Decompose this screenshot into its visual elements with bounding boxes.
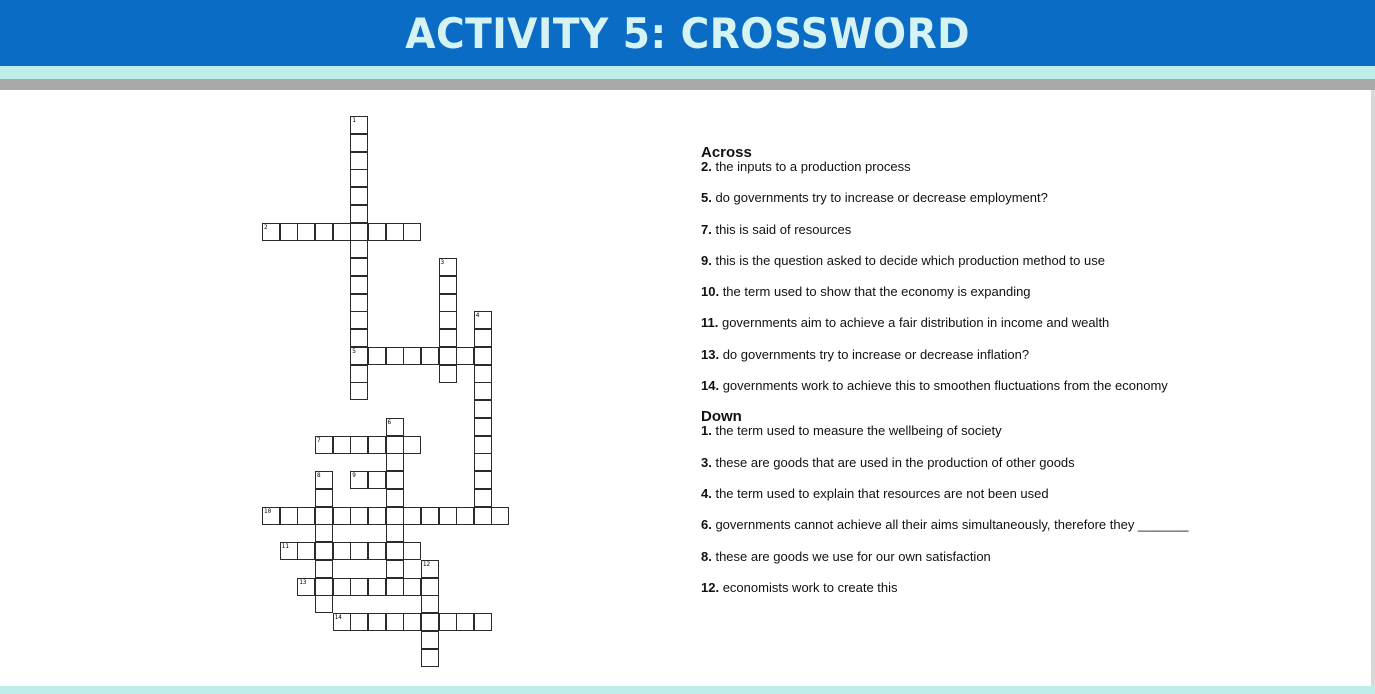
across-clue: [701, 379, 1341, 410]
crossword-cell[interactable]: [368, 578, 386, 596]
crossword-cell[interactable]: [297, 507, 315, 525]
crossword-cell[interactable]: [403, 347, 421, 365]
crossword-cell[interactable]: [439, 276, 457, 294]
crossword-cell[interactable]: [403, 578, 421, 596]
crossword-cell[interactable]: [386, 542, 404, 560]
crossword-cell[interactable]: [262, 507, 280, 525]
crossword-cell[interactable]: [439, 347, 457, 365]
across-section: [701, 146, 1341, 410]
crossword-cell[interactable]: [474, 471, 492, 489]
crossword-cell[interactable]: [421, 347, 439, 365]
crossword-cell[interactable]: [474, 311, 492, 329]
cell-number: 7: [316, 436, 321, 444]
crossword-cell[interactable]: [297, 578, 315, 596]
crossword-cell[interactable]: [350, 294, 368, 312]
crossword-cell[interactable]: [403, 613, 421, 631]
crossword-cell[interactable]: [386, 347, 404, 365]
crossword-cell[interactable]: [439, 613, 457, 631]
crossword-cell[interactable]: [439, 311, 457, 329]
crossword-cell[interactable]: [439, 329, 457, 347]
crossword-cell[interactable]: [350, 578, 368, 596]
crossword-cell[interactable]: [368, 507, 386, 525]
crossword-cell[interactable]: [315, 578, 333, 596]
cell-number: 2: [264, 223, 268, 231]
crossword-cell[interactable]: [421, 595, 439, 613]
down-clue: [701, 550, 1341, 581]
crossword-cell[interactable]: [386, 471, 404, 489]
clue-number: 2.: [701, 159, 712, 174]
crossword-cell[interactable]: [315, 223, 333, 241]
clue-number: 4.: [701, 485, 712, 501]
crossword-cell[interactable]: [421, 631, 439, 649]
crossword-cell[interactable]: [333, 613, 351, 631]
crossword-cell[interactable]: [439, 258, 457, 276]
crossword-cell[interactable]: [421, 560, 439, 578]
crossword-cell[interactable]: [368, 471, 386, 489]
crossword-cell[interactable]: [315, 524, 333, 542]
crossword-cell[interactable]: [280, 542, 298, 560]
across-clue: [701, 254, 1341, 285]
clue-text: governments work to achieve this to smoothen fluctuations from the economy: [719, 378, 1168, 394]
crossword-cell[interactable]: [333, 542, 351, 560]
crossword-cell[interactable]: [368, 223, 386, 241]
cell-number: 6: [387, 418, 392, 426]
clue-text: these are goods that are used in the production of other goods: [711, 454, 1075, 470]
crossword-cell[interactable]: [474, 453, 492, 471]
clue-text: this is the question asked to decide which production method to use: [711, 252, 1105, 268]
down-heading: Down: [701, 408, 742, 426]
clue-text: do governments try to increase or decrease employment?: [711, 190, 1048, 206]
across-clue: [701, 316, 1341, 347]
crossword-cell[interactable]: [474, 436, 492, 454]
cell-number: 13: [299, 578, 307, 586]
crossword-cell[interactable]: [333, 507, 351, 525]
crossword-cell[interactable]: [386, 524, 404, 542]
clue-list: [701, 146, 1341, 612]
crossword-cell[interactable]: [350, 187, 368, 205]
crossword-cell[interactable]: [386, 418, 404, 436]
cell-number: 1: [352, 117, 356, 124]
crossword-cell[interactable]: [262, 223, 280, 241]
crossword-cell[interactable]: [456, 347, 474, 365]
crossword-cell[interactable]: [386, 489, 404, 507]
crossword-cell[interactable]: [474, 489, 492, 507]
crossword-cell[interactable]: [315, 560, 333, 578]
crossword-cell[interactable]: [350, 507, 368, 525]
down-clue: [701, 487, 1341, 518]
crossword-cell[interactable]: [333, 578, 351, 596]
page-title: ACTIVITY 5: CROSSWORD: [405, 8, 970, 58]
crossword-cell[interactable]: [297, 542, 315, 560]
cell-number: 3: [440, 259, 445, 266]
crossword-cell[interactable]: [333, 223, 351, 241]
crossword-cell[interactable]: [350, 347, 368, 365]
crossword-cell[interactable]: [368, 436, 386, 454]
crossword-cell[interactable]: [421, 507, 439, 525]
clue-number: 11.: [701, 315, 719, 331]
crossword-cell[interactable]: [315, 595, 333, 613]
crossword-cell[interactable]: [350, 311, 368, 329]
clue-number: 5.: [701, 190, 712, 206]
crossword-cell[interactable]: [386, 578, 404, 596]
crossword-cell[interactable]: [386, 560, 404, 578]
across-clue: [701, 191, 1341, 222]
crossword-cell[interactable]: [474, 329, 492, 347]
across-clue: [701, 223, 1341, 254]
cell-number: 4: [475, 312, 480, 320]
cell-number: 14: [334, 614, 342, 621]
crossword-cell[interactable]: [386, 507, 404, 525]
clue-text: the term used to measure the wellbeing of society: [711, 423, 1002, 439]
crossword-cell[interactable]: [403, 542, 421, 560]
crossword-cell[interactable]: [350, 542, 368, 560]
crossword-cell[interactable]: [350, 134, 368, 152]
crossword-cell[interactable]: [386, 613, 404, 631]
across-clue: [701, 348, 1341, 379]
clue-text: governments cannot achieve all their aims simultaneously, therefore they _______: [711, 517, 1189, 533]
crossword-cell[interactable]: [280, 223, 298, 241]
crossword-cell[interactable]: [333, 436, 351, 454]
crossword-cell[interactable]: [386, 453, 404, 471]
crossword-cell[interactable]: [350, 365, 368, 383]
clue-number: 10.: [701, 284, 720, 300]
crossword-cell[interactable]: [368, 347, 386, 365]
crossword-cell[interactable]: [350, 276, 368, 294]
crossword-cell[interactable]: [315, 542, 333, 560]
crossword-cell[interactable]: [474, 347, 492, 365]
clue-number: 7.: [701, 221, 712, 237]
down-clue: [701, 581, 1341, 612]
across-clue: [701, 160, 1341, 191]
crossword-cell[interactable]: [439, 507, 457, 525]
crossword-cell[interactable]: [350, 223, 368, 241]
crossword-cell[interactable]: [350, 116, 368, 134]
crossword-cell[interactable]: [315, 507, 333, 525]
crossword-cell[interactable]: [350, 152, 368, 170]
crossword-cell[interactable]: [350, 436, 368, 454]
clue-text: this is said of resources: [711, 221, 852, 237]
crossword-cell[interactable]: [403, 223, 421, 241]
clue-number: 12.: [701, 579, 720, 595]
crossword-cell[interactable]: [403, 436, 421, 454]
clue-text: governments aim to achieve a fair distribution in income and wealth: [718, 315, 1110, 331]
clue-number: 13.: [701, 346, 720, 362]
crossword-cell[interactable]: [491, 507, 509, 525]
clue-number: 8.: [701, 548, 712, 564]
crossword-cell[interactable]: [386, 436, 404, 454]
clue-text: the inputs to a production process: [711, 159, 911, 174]
crossword-cell[interactable]: [315, 471, 333, 489]
cell-number: 12: [422, 560, 431, 568]
crossword-cell[interactable]: [280, 507, 298, 525]
crossword-cell[interactable]: [474, 400, 492, 418]
crossword-cell[interactable]: [474, 613, 492, 631]
crossword-cell[interactable]: [421, 649, 439, 667]
crossword-cell[interactable]: [350, 382, 368, 400]
clue-number: 6.: [701, 517, 712, 533]
clue-text: the term used to show that the economy is expanding: [719, 284, 1031, 300]
crossword-cell[interactable]: [350, 240, 368, 258]
crossword-cell[interactable]: [368, 613, 386, 631]
crossword-cell[interactable]: [474, 418, 492, 436]
down-clue: [701, 518, 1341, 549]
crossword-cell[interactable]: [368, 542, 386, 560]
crossword-cell[interactable]: [350, 471, 368, 489]
crossword-cell[interactable]: [456, 613, 474, 631]
crossword-cell[interactable]: [350, 613, 368, 631]
cell-number: 8: [316, 472, 321, 479]
down-clues: [701, 424, 1341, 612]
crossword-cell[interactable]: [297, 223, 315, 241]
crossword-cell[interactable]: [439, 294, 457, 312]
crossword-cell[interactable]: [439, 365, 457, 383]
crossword-cell[interactable]: [421, 613, 439, 631]
clue-number: 14.: [701, 378, 720, 394]
crossword-cell[interactable]: [315, 489, 333, 507]
cell-number: 10: [264, 507, 272, 515]
clue-text: do governments try to increase or decrease inflation?: [719, 346, 1030, 362]
crossword-cell[interactable]: [403, 507, 421, 525]
down-clue: [701, 456, 1341, 487]
crossword-cell[interactable]: [386, 223, 404, 241]
cell-number: 9: [352, 472, 356, 479]
clue-text: the term used to explain that resources are not been used: [711, 485, 1049, 501]
down-clue: [701, 424, 1341, 455]
clue-number: 9.: [701, 252, 712, 268]
crossword-cell[interactable]: [350, 258, 368, 276]
clue-number: 3.: [701, 454, 712, 470]
clue-text: these are goods we use for our own satisfaction: [711, 548, 991, 564]
down-section: [701, 410, 1341, 612]
cell-number: 11: [281, 543, 289, 550]
across-heading: Across: [701, 144, 752, 161]
clue-text: economists work to create this: [719, 579, 898, 595]
crossword-cell[interactable]: [315, 436, 333, 454]
crossword-cell[interactable]: [350, 169, 368, 187]
crossword-cell[interactable]: [456, 507, 474, 525]
across-clues: [701, 160, 1341, 410]
crossword-cell[interactable]: [474, 382, 492, 400]
crossword-cell[interactable]: [350, 205, 368, 223]
clue-number: 1.: [701, 423, 712, 439]
cell-number: 5: [352, 347, 356, 355]
crossword-cell[interactable]: [350, 329, 368, 347]
crossword-cell[interactable]: [421, 578, 439, 596]
crossword-cell[interactable]: [474, 365, 492, 383]
across-clue: [701, 285, 1341, 316]
crossword-cell[interactable]: [474, 507, 492, 525]
